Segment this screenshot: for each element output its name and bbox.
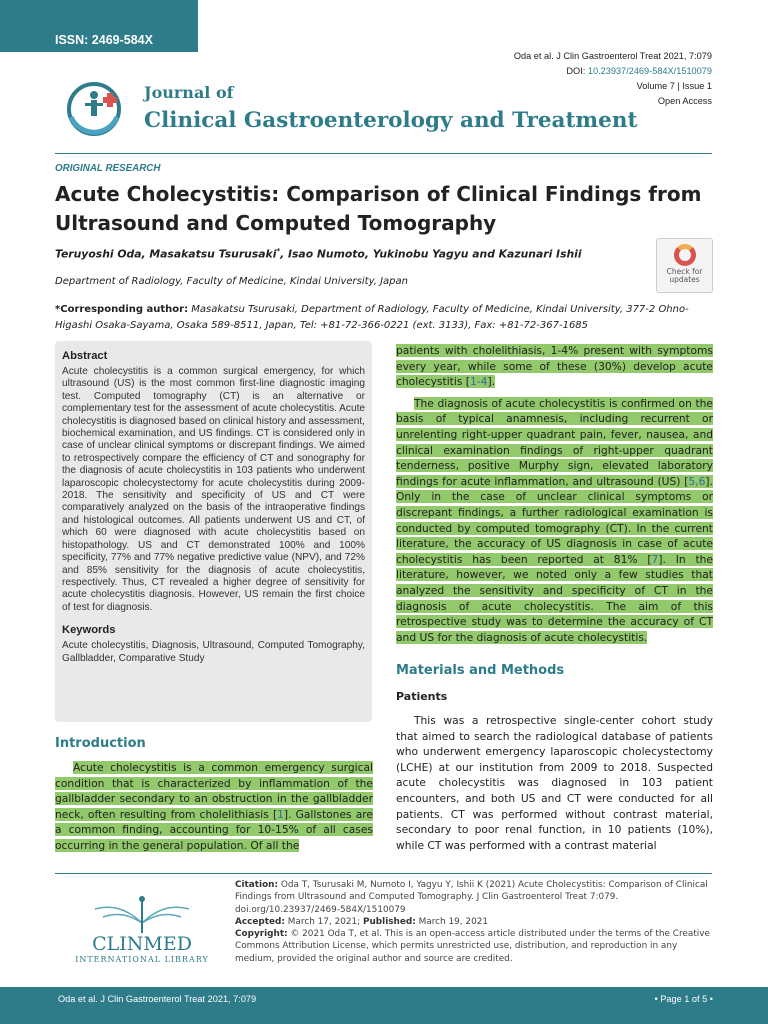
authors-rest: , Isao Numoto, Yukinobu Yagyu and Kazunari Ishii xyxy=(280,247,582,261)
doi-link[interactable]: 10.23937/2469-584X/1510079 xyxy=(587,66,712,76)
right-p1-text-b: ]. xyxy=(487,375,496,389)
section-tag: ORIGINAL RESEARCH xyxy=(55,163,161,174)
page-indicator: • Page 1 of 5 • xyxy=(654,994,713,1004)
patients-body xyxy=(396,713,713,853)
abstract-text: Acute cholecystitis is a common surgical emergency, for which ultrasound (US) is the most common first-line diagnostic imaging test. Computed tomography (CT) is an alternative or complementary test for the assessment of acute cholecystitis. Acute cholecystitis is diagnosed based on clinical history and assessment, biochemical examination, and US findings. CT is considered only in case of unclear clinical symptoms or discrepant findings. We aimed to retrospectively compare the efficiency of CT and sonography for the diagnosis of acute cholecystitis in 103 patients who underwent laparoscopic cholecystectomy for acute cholecystitis during 2009-2018. The sensitivity and specificity of US and CT were comparatively analyzed on the basis of the intraoperative findings and histological outcomes. All patients underwent US and CT, of which 60 were diagnosed with acute cholecystitis based on histopathology. US and CT demonstrated 100% and 100% specificity, 77% and 77% negative predictive value (NPV), and 72% and 85% sensitivity for the diagnosis of acute cholecystitis, respectively. Thus, CT revealed a higher degree of sensitivity for acute cholecystitis diagnosis. However, US remain the first choice of test for diagnosis. xyxy=(62,366,365,613)
published-label: Published: xyxy=(362,916,416,927)
check-updates-line1: Check for xyxy=(666,267,703,276)
ref-link-1-4[interactable]: 1-4 xyxy=(469,375,488,389)
authors-first: Teruyoshi Oda, Masakatsu Tsurusaki xyxy=(55,247,277,261)
footer-copyright xyxy=(235,928,715,965)
introduction-heading: Introduction xyxy=(55,736,146,751)
right-p2-text-a: The diagnosis of acute cholecystitis is confirmed on the basis of typical anamnesis, including recurrent or unrelenting right-upper quadrant pain, fever, nausea, and clinical examination findings of right-upper quadrant tenderness, positive Murphy sign, elevated laboratory findings for acute inflammation, and ultrasound (US) [ xyxy=(396,396,713,488)
clinmed-logo-icon xyxy=(55,887,230,967)
journal-logo-icon xyxy=(55,77,133,137)
keywords-heading: Keywords xyxy=(62,624,116,637)
doi-label: DOI: xyxy=(566,66,586,76)
header-divider xyxy=(55,153,712,154)
intro-paragraph xyxy=(55,760,373,854)
keywords-text: Acute cholecystitis, Diagnosis, Ultrasound, Computed Tomography, Gallbladder, Comparative Study xyxy=(62,640,365,664)
issn-tab xyxy=(0,0,198,52)
volume-issue: Volume 7 | Issue 1 xyxy=(636,81,712,91)
open-access-label: Open Access xyxy=(657,96,712,106)
issn-label: ISSN: 2469-584X xyxy=(55,33,153,47)
citation-text: Oda T, Tsurusaki M, Numoto I, Yagyu Y, Ishii K (2021) Acute Cholecystitis: Comparison of Clinical Findings from Ultrasound and Computed Tomography. J Clin Gastroenterol Treat 7:079. doi.org/10.23937/2469-584X/1510079 xyxy=(235,880,708,915)
journal-name: Clinical Gastroenterology and Treatment xyxy=(144,108,638,133)
footer-dates xyxy=(235,916,715,928)
article-title: Acute Cholecystitis: Comparison of Clinical Findings from Ultrasound and Computed Tomography xyxy=(55,182,702,235)
check-for-updates-button[interactable] xyxy=(656,238,713,293)
corresp-text: Masakatsu Tsurusaki, Department of Radiology, Faculty of Medicine, Kindai University, 377-2 Ohno-Higashi Osaka-Sayama, Osaka 589-8511, Japan, Tel: +81-72-366-0221 (ext. 3133), Fax: +81-72-367-1685 xyxy=(55,304,689,331)
copyright-label: Copyright: xyxy=(235,929,288,940)
right-p1-text-a: patients with cholelithiasis, 1-4% present with symptoms every year, while some of these (30%) develop acute cholecystitis [ xyxy=(396,344,713,389)
corresponding-author xyxy=(55,302,715,333)
ref-link-5-6[interactable]: 5,6 xyxy=(688,474,706,488)
intro-text-a: Acute cholecystitis is a common emergency surgical condition that is characterized by inflammation of the gallbladder secondary to an obstruction in the gallbladder neck, often resulting from cholelithiasis [ xyxy=(55,761,373,821)
citation-label: Citation: xyxy=(235,880,279,890)
abstract-box xyxy=(55,341,372,722)
right-p2-text-b: ]. Only in the case of unclear clinical symptoms or discrepant findings, a further radiological examination is conducted by computed tomography (CT). In the current literature, the accuracy of US diagnosis in case of acute cholecystitis has been reported at 81% [ xyxy=(396,474,713,566)
footer-citation xyxy=(235,879,715,916)
corresp-label: *Corresponding author: xyxy=(55,304,189,315)
footer-divider xyxy=(55,873,712,874)
journal-prefix: Journal of xyxy=(144,83,234,102)
copyright-text: © 2021 Oda T, et al. This is an open-access article distributed under the terms of the Creative Commons Attribution License, which permits unrestricted use, distribution, and reproduction in any medium, provided the original author and source are credited. xyxy=(235,929,710,964)
intro-text-b: ]. Gallstones are a common finding, accounting for 10-15% of all cases occurring in the general population. Of all the xyxy=(55,807,373,852)
accepted-date: March 17, 2021; xyxy=(287,916,361,927)
right-p2-text-c: ]. In the literature, however, we noted only a few studies that analyzed the sensitivity and specificity of CT in the diagnosis of acute cholecystitis. The aim of this retrospective study was to determine the accuracy of CT and US for the diagnosis of acute cholecystitis. xyxy=(396,552,713,644)
check-updates-icon xyxy=(674,244,696,266)
bottom-bar xyxy=(0,987,768,1024)
affiliation: Department of Radiology, Faculty of Medicine, Kindai University, Japan xyxy=(55,276,408,287)
right-paragraph-1 xyxy=(396,343,713,390)
bottom-citation: Oda et al. J Clin Gastroenterol Treat 2021, 7:079 xyxy=(58,994,257,1004)
materials-methods-heading: Materials and Methods xyxy=(396,663,565,678)
header-citation: Oda et al. J Clin Gastroenterol Treat 2021, 7:079 xyxy=(513,51,712,61)
publisher-name: CLINMED xyxy=(92,933,192,955)
publisher-sub: INTERNATIONAL LIBRARY xyxy=(75,955,209,964)
patients-paragraph: This was a retrospective single-center cohort study that aimed to search the radiological database of patients who underwent emergency laparoscopic cholecystectomy (LCHE) at our institution from 2009 to 2018. Suspected acute cholecystitis was diagnosed in 103 patient encounters, and both US and CT were conducted for all patients. CT was performed without contrast material, secondary to poor renal function, in 10 patients (10%), while CT was performed with a contrast material xyxy=(396,714,713,852)
right-column-body xyxy=(396,343,713,645)
introduction-body xyxy=(55,760,373,854)
accepted-label: Accepted: xyxy=(235,916,285,927)
corresponding-mark: * xyxy=(276,247,281,255)
ref-link-1[interactable]: 1 xyxy=(277,807,284,821)
ref-link-7[interactable]: 7 xyxy=(651,552,659,566)
check-updates-line2: updates xyxy=(669,275,700,284)
header-citation-box xyxy=(514,49,712,109)
abstract-heading: Abstract xyxy=(62,350,108,362)
authors xyxy=(55,247,582,261)
patients-heading: Patients xyxy=(396,690,448,703)
right-paragraph-2 xyxy=(396,396,713,646)
footer-info xyxy=(235,879,715,965)
published-date: March 19, 2021 xyxy=(418,916,489,927)
header-doi-line xyxy=(514,64,712,79)
